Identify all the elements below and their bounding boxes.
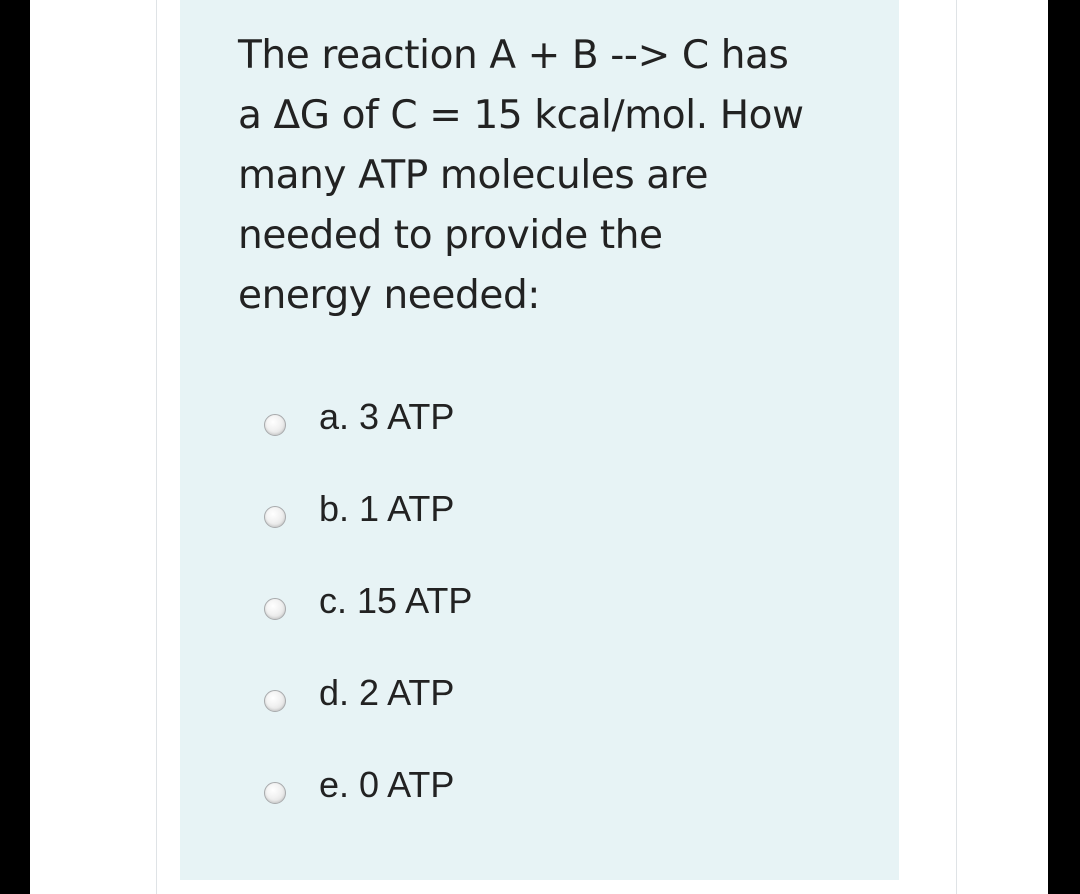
answer-label-d: d. 2 ATP: [319, 672, 455, 713]
radio-button-d[interactable]: [264, 690, 286, 712]
radio-button-e[interactable]: [264, 782, 286, 804]
radio-button-a[interactable]: [264, 414, 286, 436]
column-divider-left: [156, 0, 157, 894]
answer-options: [264, 380, 684, 840]
radio-button-c[interactable]: [264, 598, 286, 620]
question-text: The reaction A + B --> C has a ΔG of C = 15 kcal/mol. How many ATP molecules are needed to provide the energy needed:: [238, 33, 804, 318]
quiz-page: [30, 0, 1048, 894]
answer-option-a[interactable]: [264, 380, 684, 472]
answer-option-d[interactable]: [264, 656, 684, 748]
column-divider-right: [956, 0, 957, 894]
question-card: [180, 0, 899, 880]
radio-button-b[interactable]: [264, 506, 286, 528]
answer-option-b[interactable]: [264, 472, 684, 564]
answer-label-a: a. 3 ATP: [319, 396, 455, 437]
screen-edge-right: [1048, 0, 1080, 894]
answer-option-e[interactable]: [264, 748, 684, 840]
answer-label-e: e. 0 ATP: [319, 764, 455, 805]
answer-label-b: b. 1 ATP: [319, 488, 455, 529]
answer-label-c: c. 15 ATP: [319, 580, 473, 621]
answer-option-c[interactable]: [264, 564, 684, 656]
screen-edge-left: [0, 0, 30, 894]
